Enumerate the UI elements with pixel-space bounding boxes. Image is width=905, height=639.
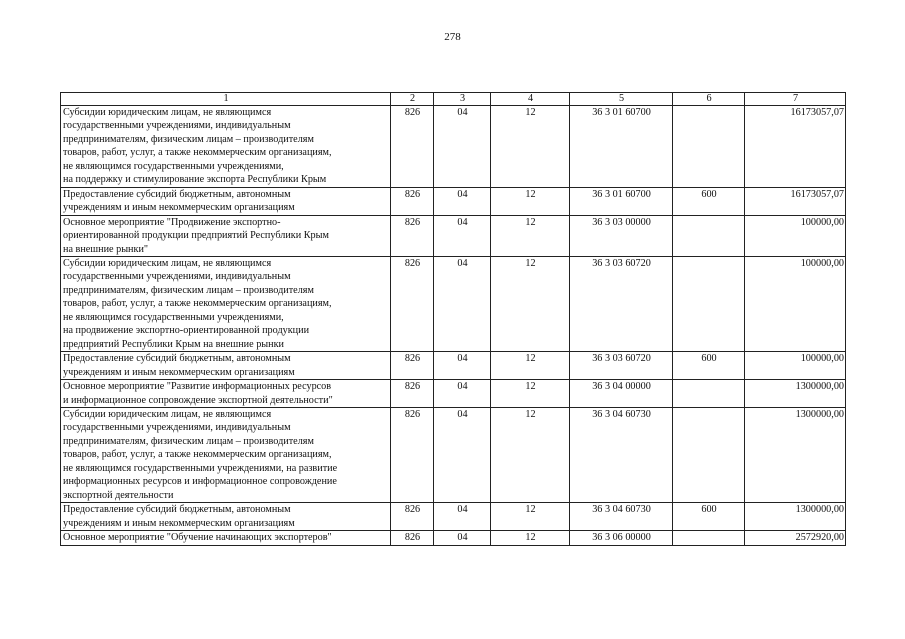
cell-ministry-code: 826 <box>391 215 434 256</box>
cell-ministry-code: 826 <box>391 256 434 351</box>
cell-section: 04 <box>434 503 491 531</box>
cell-amount: 16173057,07 <box>745 106 846 188</box>
cell-name-line: товаров, работ, услуг, а также некоммерческим организациям, <box>63 147 332 159</box>
header-cell-7: 7 <box>745 93 846 106</box>
cell-subsection: 12 <box>491 256 570 351</box>
cell-section: 04 <box>434 407 491 502</box>
cell-name-line: не являющимся государственными учреждениями, <box>63 160 284 172</box>
cell-name-line: и информационное сопровождение экспортной деятельности" <box>63 394 333 406</box>
cell-expense-type: 600 <box>673 187 745 215</box>
table-row <box>61 215 846 256</box>
cell-name-line: государственными учреждениями, индивидуальным <box>63 422 291 434</box>
cell-target-article: 36 3 04 00000 <box>570 380 673 408</box>
cell-section: 04 <box>434 106 491 188</box>
cell-name <box>61 531 391 545</box>
cell-ministry-code: 826 <box>391 407 434 502</box>
table-row <box>61 531 846 545</box>
cell-expense-type <box>673 215 745 256</box>
cell-name-line: Субсидии юридическим лицам, не являющимся <box>63 107 272 118</box>
table-row <box>61 352 846 380</box>
cell-name-line: учреждениям и иным некоммерческим организациям <box>63 517 295 529</box>
cell-name-line: Основное мероприятие "Обучение начинающих экспортеров" <box>63 532 332 544</box>
cell-amount: 1300000,00 <box>745 380 846 408</box>
cell-amount: 1300000,00 <box>745 503 846 531</box>
cell-ministry-code: 826 <box>391 352 434 380</box>
cell-name-line: Субсидии юридическим лицам, не являющимся <box>63 257 272 269</box>
table-row <box>61 256 846 351</box>
cell-expense-type <box>673 407 745 502</box>
cell-expense-type <box>673 380 745 408</box>
cell-name-line: предпринимателям, физическим лицам – производителям <box>63 435 314 447</box>
cell-name-line: ориентированной продукции предприятий Республики Крым <box>63 230 329 242</box>
table-body <box>61 93 846 546</box>
cell-name-line: не являющимся государственными учреждениями, <box>63 311 284 323</box>
cell-subsection: 12 <box>491 380 570 408</box>
cell-target-article: 36 3 04 60730 <box>570 503 673 531</box>
cell-amount: 2572920,00 <box>745 531 846 545</box>
cell-target-article: 36 3 06 00000 <box>570 531 673 545</box>
cell-name-line: предприятий Республики Крым на внешние рынки <box>63 338 284 350</box>
cell-amount: 16173057,07 <box>745 187 846 215</box>
cell-ministry-code: 826 <box>391 531 434 545</box>
cell-target-article: 36 3 01 60700 <box>570 187 673 215</box>
cell-name <box>61 187 391 215</box>
cell-name-line: предпринимателям, физическим лицам – производителям <box>63 284 314 296</box>
header-cell-2: 2 <box>391 93 434 106</box>
cell-name-line: на внешние рынки" <box>63 243 149 255</box>
budget-table <box>60 92 846 546</box>
cell-section: 04 <box>434 256 491 351</box>
header-cell-1: 1 <box>61 93 391 106</box>
cell-name-line: Предоставление субсидий бюджетным, автономным <box>63 188 291 200</box>
cell-name <box>61 352 391 380</box>
cell-amount: 100000,00 <box>745 256 846 351</box>
cell-name <box>61 215 391 256</box>
cell-name-line: государственными учреждениями, индивидуальным <box>63 120 291 132</box>
cell-name-line: Предоставление субсидий бюджетным, автономным <box>63 353 291 365</box>
header-cell-5: 5 <box>570 93 673 106</box>
cell-name-line: не являющимся государственными учреждениями, на развитие <box>63 462 338 474</box>
cell-expense-type <box>673 531 745 545</box>
cell-name-line: товаров, работ, услуг, а также некоммерческим организациям, <box>63 298 332 310</box>
cell-ministry-code: 826 <box>391 503 434 531</box>
cell-amount: 100000,00 <box>745 352 846 380</box>
cell-name-line: Основное мероприятие "Развитие информационных ресурсов <box>63 381 332 393</box>
cell-amount: 100000,00 <box>745 215 846 256</box>
cell-name-line: Основное мероприятие "Продвижение экспортно- <box>63 216 281 228</box>
cell-name-line: на продвижение экспортно-ориентированной продукции <box>63 325 310 337</box>
cell-target-article: 36 3 01 60700 <box>570 106 673 188</box>
cell-subsection: 12 <box>491 187 570 215</box>
cell-name-line: государственными учреждениями, индивидуальным <box>63 271 291 283</box>
cell-name-line: на поддержку и стимулирование экспорта Республики Крым <box>63 174 327 186</box>
cell-target-article: 36 3 04 60730 <box>570 407 673 502</box>
cell-ministry-code: 826 <box>391 380 434 408</box>
cell-subsection: 12 <box>491 503 570 531</box>
cell-name-line: информационных ресурсов и информационное сопровождение <box>63 476 337 488</box>
cell-target-article: 36 3 03 00000 <box>570 215 673 256</box>
cell-section: 04 <box>434 215 491 256</box>
cell-subsection: 12 <box>491 215 570 256</box>
cell-expense-type: 600 <box>673 503 745 531</box>
table-row <box>61 380 846 408</box>
cell-name-line: учреждениям и иным некоммерческим организациям <box>63 366 295 378</box>
cell-name-line: Субсидии юридическим лицам, не являющимся <box>63 408 272 420</box>
header-cell-3: 3 <box>434 93 491 106</box>
cell-expense-type <box>673 106 745 188</box>
cell-amount: 1300000,00 <box>745 407 846 502</box>
cell-name <box>61 503 391 531</box>
cell-name-line: учреждениям и иным некоммерческим организациям <box>63 202 295 214</box>
table-row <box>61 187 846 215</box>
cell-expense-type: 600 <box>673 352 745 380</box>
page-number: 278 <box>444 31 461 43</box>
cell-target-article: 36 3 03 60720 <box>570 352 673 380</box>
cell-subsection: 12 <box>491 407 570 502</box>
cell-section: 04 <box>434 187 491 215</box>
header-cell-4: 4 <box>491 93 570 106</box>
table-row <box>61 106 846 188</box>
cell-target-article: 36 3 03 60720 <box>570 256 673 351</box>
header-row <box>61 93 846 106</box>
cell-name-line: экспортной деятельности <box>63 489 174 501</box>
cell-section: 04 <box>434 380 491 408</box>
cell-name-line: предпринимателям, физическим лицам – производителям <box>63 133 314 145</box>
cell-ministry-code: 826 <box>391 187 434 215</box>
cell-subsection: 12 <box>491 106 570 188</box>
cell-name <box>61 106 391 188</box>
cell-subsection: 12 <box>491 352 570 380</box>
cell-name <box>61 407 391 502</box>
table-row <box>61 503 846 531</box>
cell-section: 04 <box>434 531 491 545</box>
cell-name <box>61 380 391 408</box>
cell-name-line: товаров, работ, услуг, а также некоммерческим организациям, <box>63 449 332 461</box>
cell-name <box>61 256 391 351</box>
header-cell-6: 6 <box>673 93 745 106</box>
table-row <box>61 407 846 502</box>
cell-ministry-code: 826 <box>391 106 434 188</box>
cell-subsection: 12 <box>491 531 570 545</box>
cell-section: 04 <box>434 352 491 380</box>
cell-expense-type <box>673 256 745 351</box>
cell-name-line: Предоставление субсидий бюджетным, автономным <box>63 504 291 516</box>
